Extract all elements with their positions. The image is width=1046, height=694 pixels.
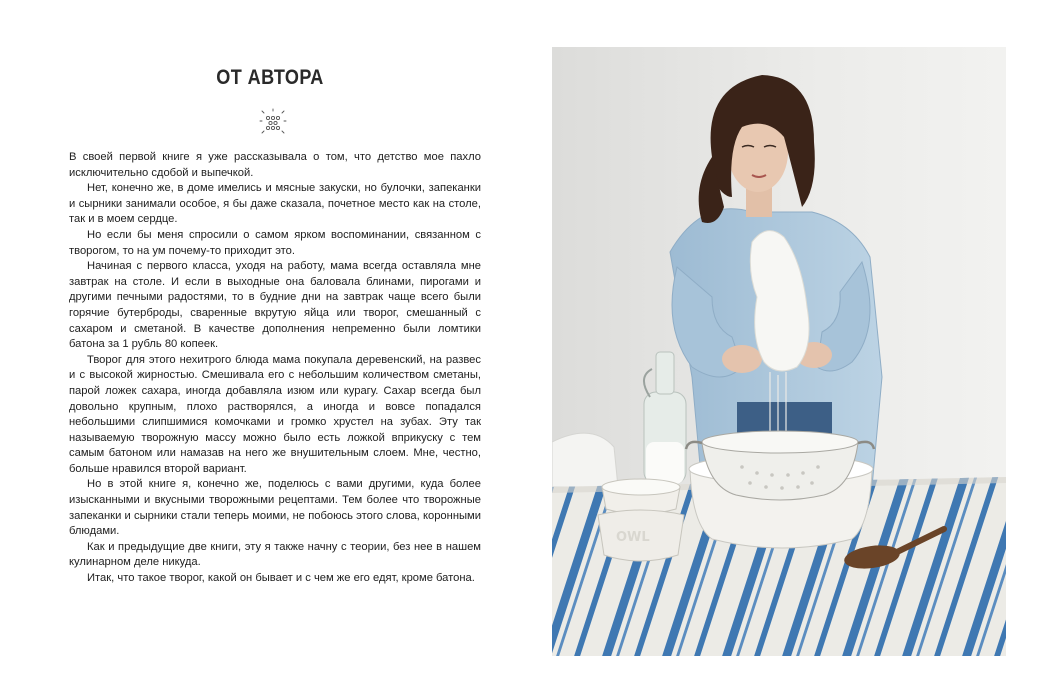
paragraph: Начиная с первого класса, уходя на работу, мама всегда оставляла мне завтрак на столе. И если в выходные она баловала блинами, пирогами и другими печными радостями, то в будние дни на завтрак чаще всего были горячие бутерброды, сваренные вкрутую яйца или творог, смешанный с сахаром и сметаной. В качестве дополнения непременно были ломтики батона за 1 рубль 80 копеек. (69, 260, 481, 351)
photo-illustration (552, 47, 1006, 656)
paragraph: В своей первой книге я уже рассказывала о том, что детство мое пахло исключительно сдобой и выпечкой. (69, 151, 481, 179)
bowl-lettering: OWL (616, 530, 650, 545)
paragraph: Итак, что такое творог, какой он бывает и с чем же его едят, кроме батона. (87, 572, 475, 585)
photo-woman-straining-curd (552, 47, 1006, 656)
body-text (69, 150, 481, 587)
paragraph: Нет, конечно же, в доме имелись и мясные закуски, но булочки, запеканки и сырники занимали особое, я бы даже сказала, почетное место как на столе, так и в моем сердце. (69, 182, 481, 226)
paragraph: Творог для этого нехитрого блюда мама покупала деревенский, на развес и с высокой жирностью. Смешивала его с небольшим количеством сметаны, парой ложек сахара, иногда добавляла изюм или курагу. Сахар всегда был довольно крупным, плохо растворялся, а иногда и вовсе попадался небольшими слипшимися комочками и громко хрустел на зубах. Эту так называемую творожную массу можно было есть ложкой вприкуску с тем самым батоном или намазав на него же внушительным слоем. Мне, честно, больше нравился второй вариант. (69, 353, 481, 475)
page-title: ОТ АВТОРА (216, 66, 324, 89)
paragraph: Но если бы меня спросили о самом ярком воспоминании, связанном с творогом, то на ум почему-то приходит это. (69, 228, 481, 257)
paragraph: Как и предыдущие две книги, эту я также начну с теории, без нее в нашем кулинарном деле никуда. (69, 540, 481, 569)
paragraph: Но в этой книге я, конечно же, поделюсь с вами другими, куда более изысканными и вкусными творожными рецептами. Тем более что творожные запеканки и сырники стали теперь моими, не побоюсь этого слова, коронными блюдами. (69, 478, 481, 538)
ornament-icon (259, 107, 287, 135)
